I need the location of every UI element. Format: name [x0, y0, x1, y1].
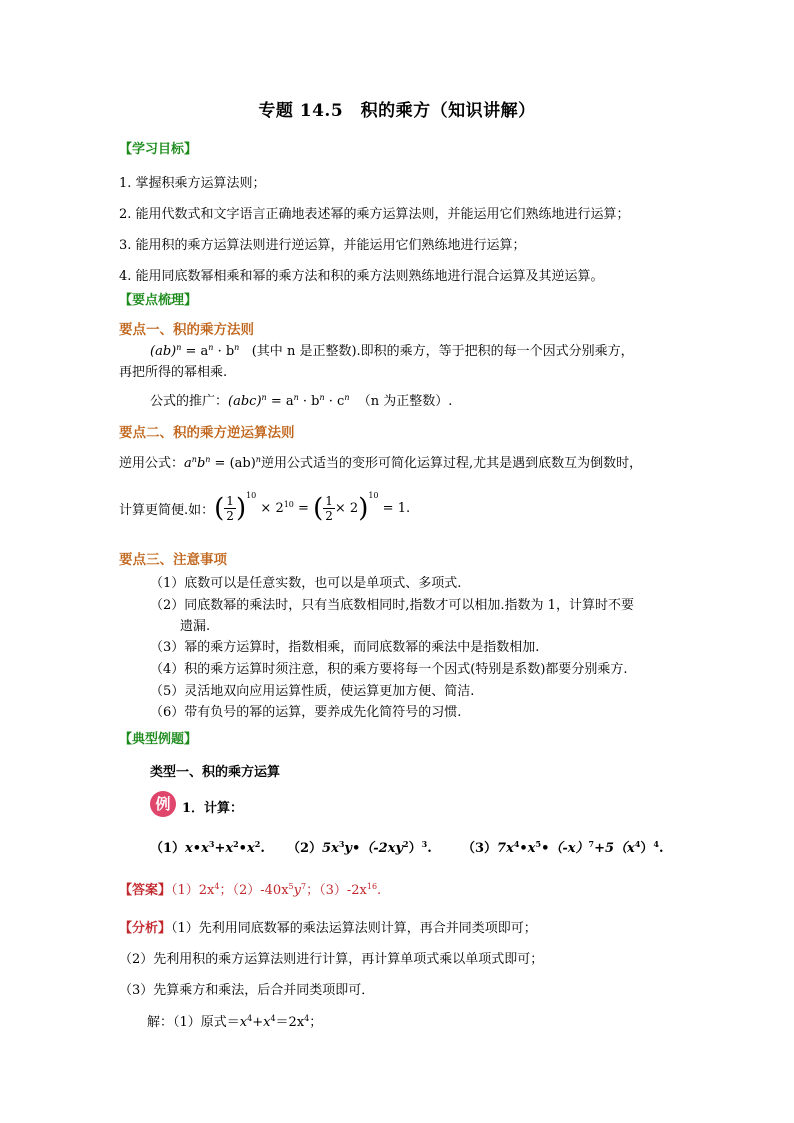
section-summary-header: 【要点梳理】 — [119, 293, 198, 308]
question-2: $(2)5x^3y•(-2xy^2)^3$. — [287, 839, 432, 856]
formula-explanation: (其中 n 是正整数).即积的乘方，等于把积的每一个因式分别乘方， — [251, 344, 634, 359]
point2-example: 计算更简便.如：( $\frac{1}{2}$ )$^{10} \times 2^{10}$ = ( $\frac{1}{2}$ × 2)$^{10}$ = 1. — [119, 491, 411, 524]
goal-item-2: 2. 能用代数式和文字语言正确地表述幂的乘方运算法则，并能运用它们熟练地进行运算； — [119, 207, 630, 222]
solution-line: 解：（1）原式$=x^4+x^4=2x^4$； — [147, 1014, 323, 1030]
goal-item-3: 3. 能用积的乘方运算法则进行逆运算，并能运用它们熟练地进行运算； — [119, 238, 526, 253]
example-badge: 例 — [150, 791, 176, 817]
point2-heading: 要点二、积的乘方逆运算法则 — [119, 425, 295, 441]
point1-heading: 要点一、积的乘方法则 — [119, 322, 254, 338]
goal-item-4: 4. 能用同底数幂相乘和幂的乘方法和积的乘方法则熟练地进行混合运算及其逆运算。 — [119, 269, 604, 284]
point1-generalization: 公式的推广：$(abc)^n = a^n \cdot b^n \cdot c^n$ （n 为正整数）. — [150, 393, 453, 409]
answer-line: 【答案】$(1)2x^4$；$(2)-40x^5y^7$；$(3)-2x^{16}$. — [119, 882, 382, 898]
generalize-note: （n 为正整数）. — [357, 394, 453, 409]
question-3: $(3)7x^4•x^5•(-x)^7+5(x^4)^4$. — [462, 839, 664, 856]
point3-heading: 要点三、注意事项 — [119, 552, 227, 568]
note-3: （3）幂的乘方运算时，指数相乘，而同底数幂的乘法中是指数相加. — [150, 640, 540, 655]
question-1: $(1)x•x^3+x^2•x^2$. — [150, 839, 265, 856]
note-6: （6）带有负号的幂的运算，要养成先化简符号的习惯. — [150, 705, 462, 720]
inverse-text: 逆用公式适当的变形可简化运算过程,尤其是遇到底数互为倒数时， — [260, 456, 643, 471]
generalize-label: 公式的推广： — [150, 394, 229, 409]
analysis-label: 【分析】 — [119, 921, 172, 936]
note-2-cont: 遗漏. — [180, 619, 211, 634]
type1-heading: 类型一、积的乘方运算 — [150, 765, 281, 780]
goal-item-1: 1. 掌握积乘方运算法则； — [119, 176, 266, 191]
analysis-line-2: （2）先利用积的乘方运算法则进行计算，再计算单项式乘以单项式即可； — [119, 952, 544, 967]
analysis-line-1: 【分析】（1）先利用同底数幂的乘法运算法则计算，再合并同类项即可； — [119, 921, 537, 936]
question-label: 1．计算： — [182, 801, 244, 816]
formula-lhs: (ab) — [150, 344, 177, 359]
note-1: （1）底数可以是任意实数，也可以是单项式、多项式. — [150, 576, 462, 591]
section-goals-header: 【学习目标】 — [119, 142, 198, 157]
section-examples-header: 【典型例题】 — [119, 732, 198, 747]
note-2: （2）同底数幂的乘法时，只有当底数相同时,指数才可以相加.指数为 1，计算时不要 — [150, 598, 634, 613]
point1-formula-line: $(ab)^n = a^n \cdot b^n$ (其中 n 是正整数).即积的乘方，等于把积的每一个因式分别乘方， — [150, 343, 634, 359]
page-title: 专题 14.5 积的乘方（知识讲解） — [258, 101, 536, 121]
answer-label: 【答案】 — [119, 883, 172, 898]
note-5: （5）灵活地双向应用运算性质，使运算更加方便、简洁. — [150, 684, 475, 699]
point2-inverse-line: 逆用公式：$a^nb^n = (ab)^n$逆用公式适当的变形可简化运算过程,尤其是遇到底数互为倒数时， — [119, 455, 643, 471]
point1-line2: 再把所得的幂相乘. — [119, 365, 228, 380]
analysis-line-3: （3）先算乘方和乘法，后合并同类项即可． — [119, 983, 375, 998]
formula-rhs: = a — [185, 344, 209, 359]
note-4: （4）积的乘方运算时须注意，积的乘方要将每一个因式(特别是系数)都要分别乘方. — [150, 662, 628, 677]
